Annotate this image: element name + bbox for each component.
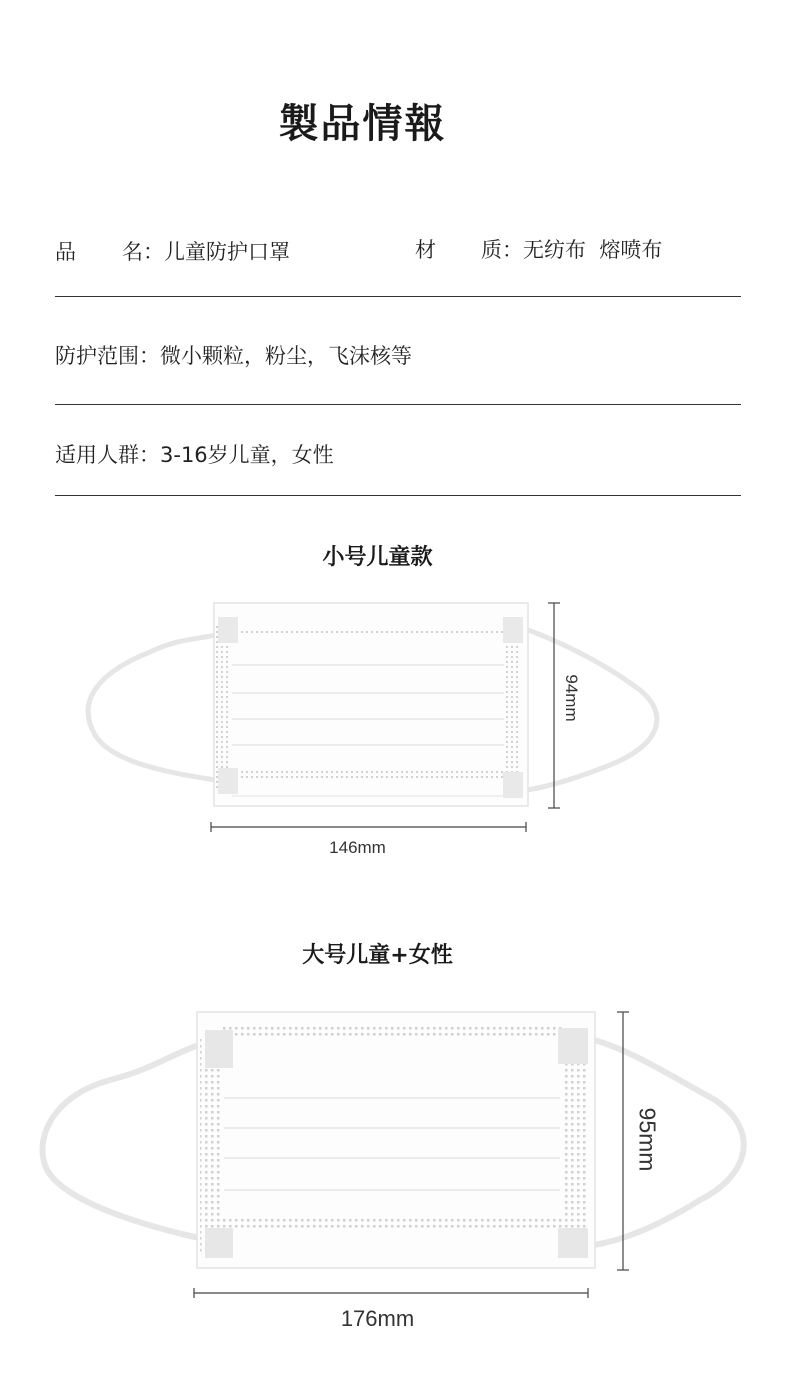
large-height-label: 95mm: [634, 1107, 661, 1172]
spec-key-audience: 适用人群：: [55, 443, 160, 467]
spec-value-audience: 3-16岁儿童，女性: [160, 443, 334, 467]
large-width-dimension: [194, 1288, 588, 1298]
small-height-dimension: [548, 603, 560, 808]
spec-key-protection: 防护范围：: [55, 344, 160, 368]
small-size-title: 小号儿童款: [322, 545, 433, 570]
right-ear-loop: [528, 630, 657, 790]
spec-key-name-b: 名：: [122, 240, 164, 264]
large-size-title: 大号儿童+女性: [302, 943, 453, 968]
spec-value-name: 儿童防护口罩: [164, 240, 290, 264]
spec-key-material-a: 材: [415, 238, 436, 262]
left-ear-loop: [88, 635, 216, 780]
large-width-label: 176mm: [340, 1306, 415, 1331]
left-ear-loop: [43, 1045, 199, 1238]
small-height-label: 94mm: [562, 674, 581, 722]
spec-value-protection: 微小颗粒，粉尘，飞沫核等: [160, 344, 412, 368]
small-width-dimension: [211, 822, 526, 832]
small-width-label: 146mm: [329, 838, 386, 857]
spec-key-material-b: 质：: [481, 238, 523, 262]
spec-key-name-a: 品: [55, 240, 76, 264]
spec-value-material: 无纺布 熔喷布: [523, 238, 663, 262]
page-title: 製品情報: [278, 101, 447, 147]
right-ear-loop: [594, 1040, 744, 1245]
